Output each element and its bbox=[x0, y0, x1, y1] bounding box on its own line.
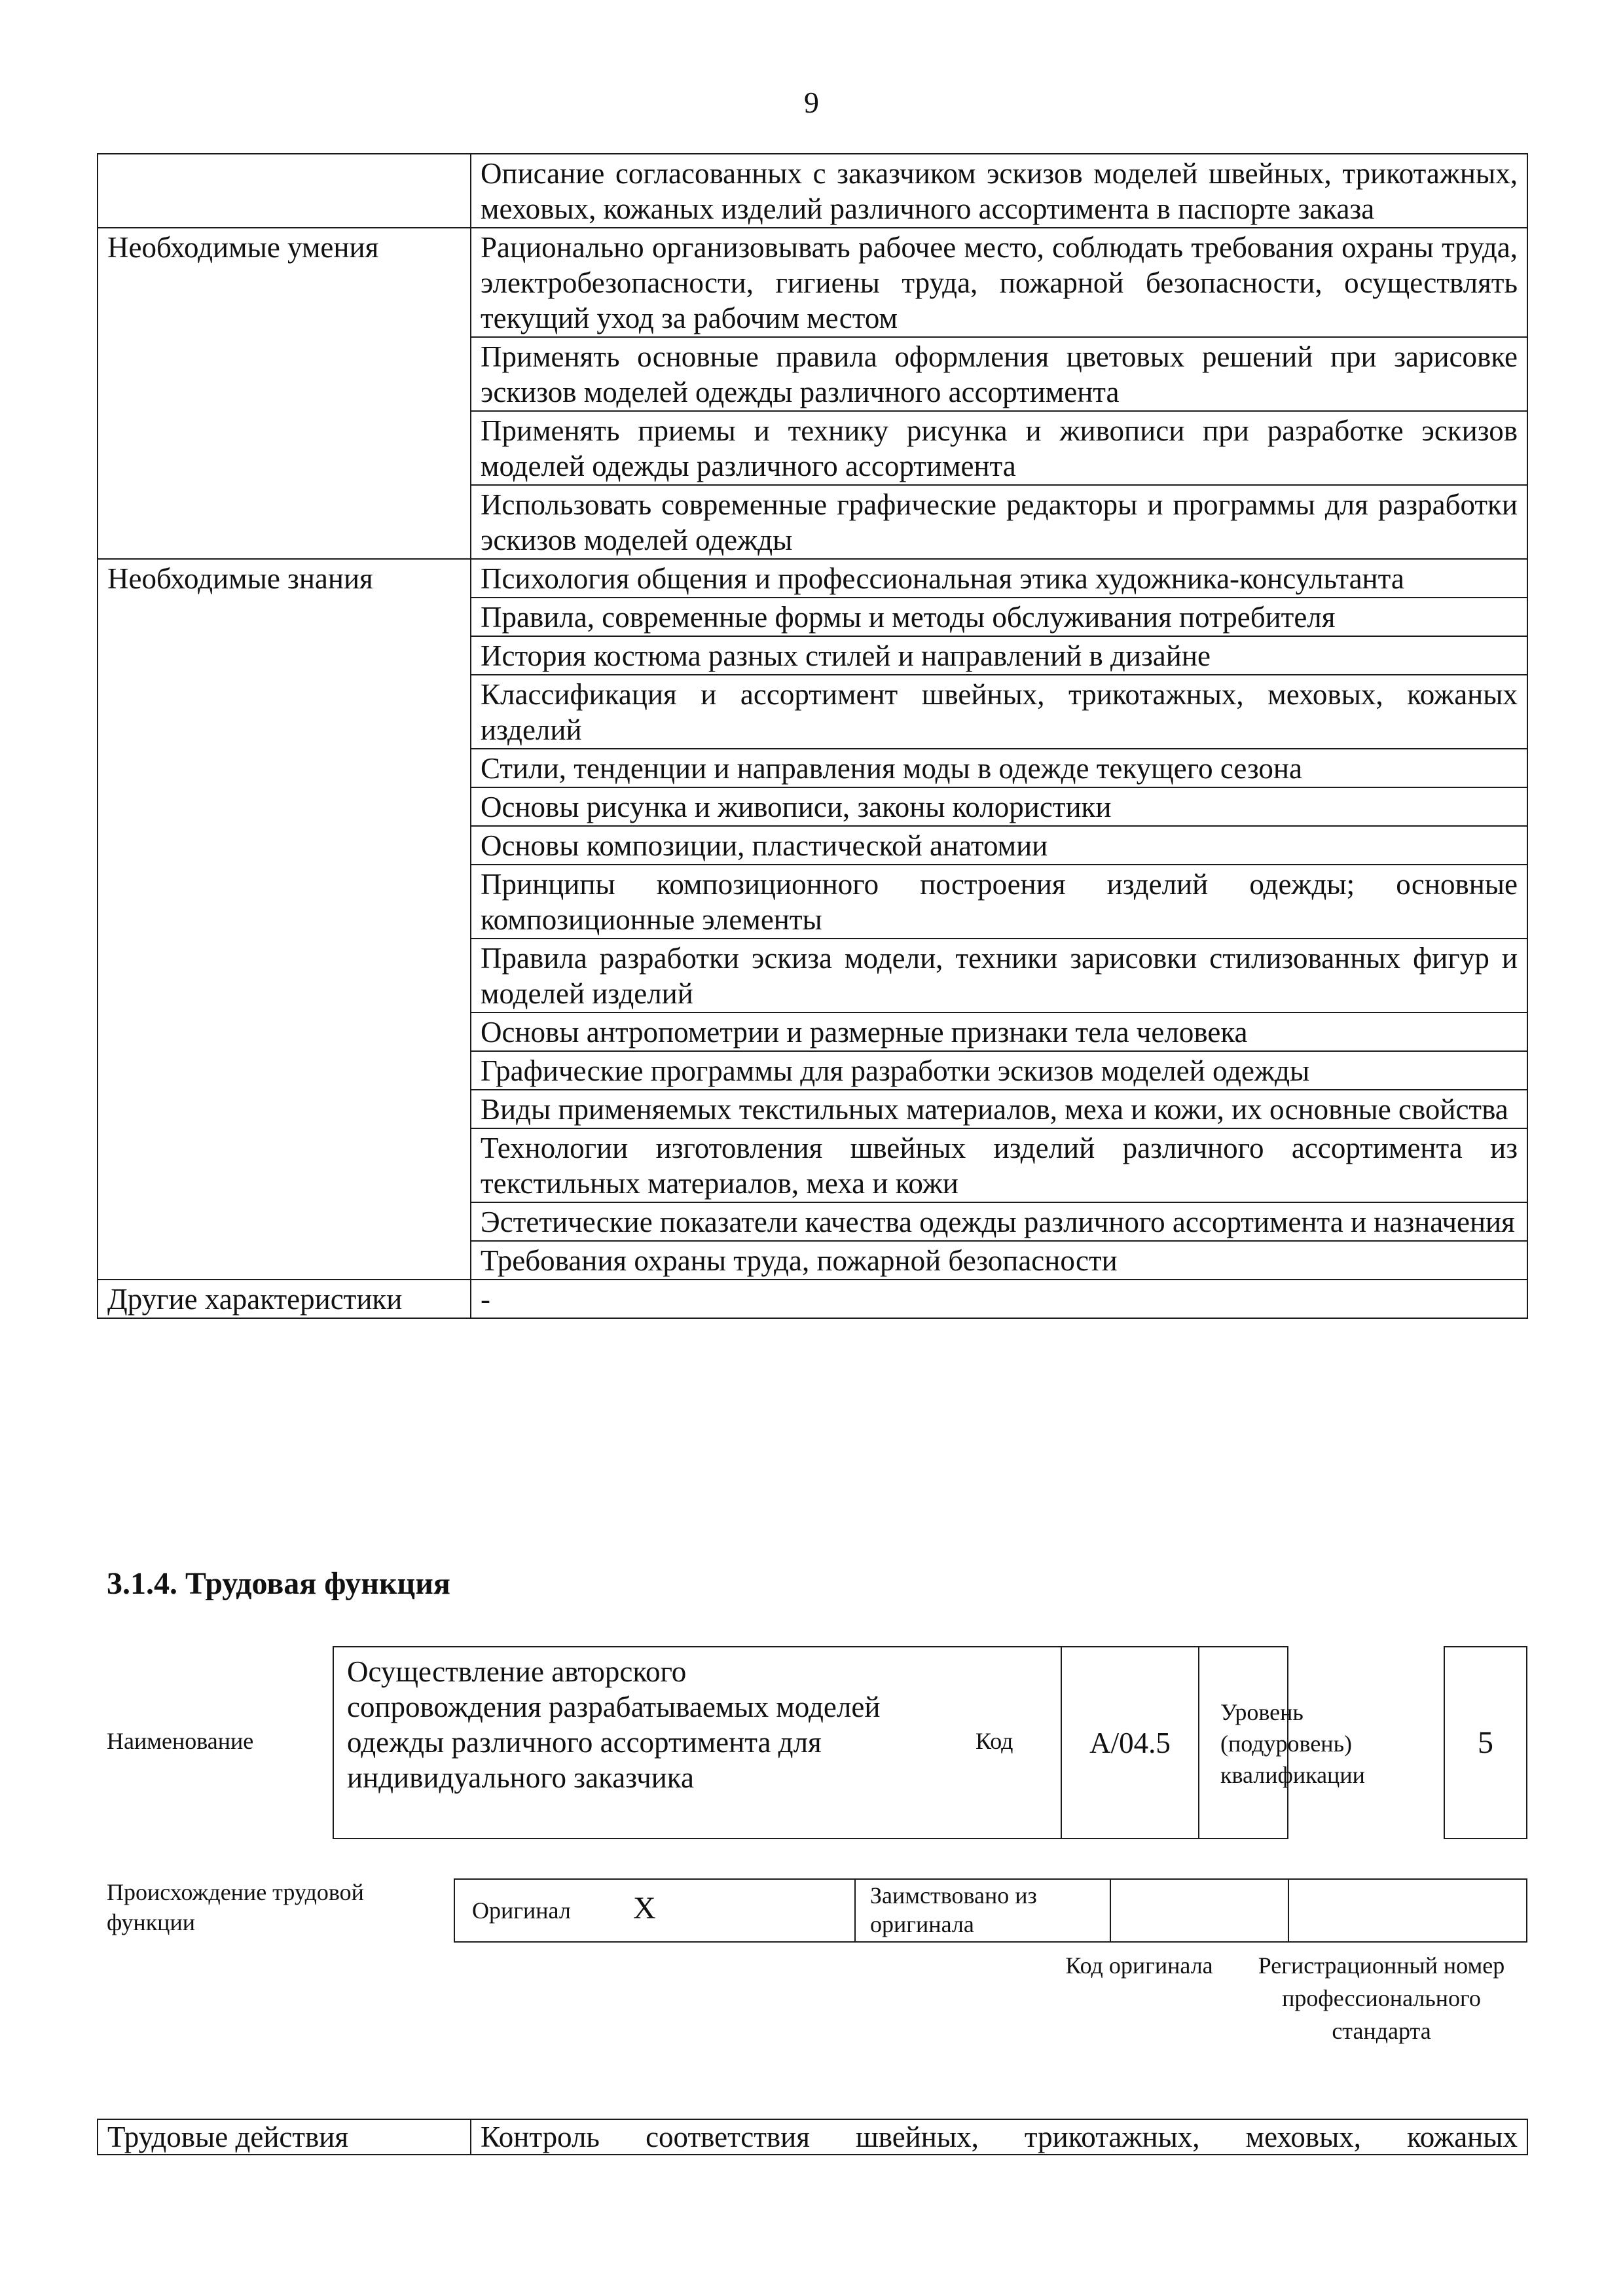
actions-label: Трудовые действия bbox=[98, 2119, 471, 2155]
code-label: Код bbox=[976, 1728, 1013, 1754]
origin-mark: X bbox=[633, 1891, 656, 1926]
page-number: 9 bbox=[804, 86, 819, 119]
skills-label: Необходимые умения bbox=[98, 228, 471, 559]
function-name-value: Осуществление авторского сопровождения разрабатываемых моделей одежды различного ассортимента для индивидуального заказчика bbox=[347, 1655, 881, 1794]
skill-item: Применять приемы и технику рисунка и живописи при разработке эскизов моделей одежды различного ассортимента bbox=[471, 411, 1527, 485]
actions-value: Контроль соответствия швейных, трикотажных, меховых, кожаных bbox=[471, 2119, 1527, 2155]
caption-reg: Регистрационный номер профессионального стандарта bbox=[1258, 1952, 1505, 2044]
table-row bbox=[98, 2119, 1527, 2155]
knowledge-item: Основы композиции, пластической анатомии bbox=[471, 826, 1527, 865]
skill-item: Рационально организовывать рабочее место, соблюдать требования охраны труда, электробезопасности, гигиены труда, пожарной безопасности, осуществлять текущий уход за рабочим местом bbox=[471, 228, 1527, 337]
knowledge-item: Технологии изготовления швейных изделий различного ассортимента из текстильных материалов, меха и кожи bbox=[471, 1128, 1527, 1202]
level-box bbox=[1444, 1646, 1527, 1839]
knowledge-item: Требования охраны труда, пожарной безопасности bbox=[471, 1241, 1527, 1280]
name-label: Наименование bbox=[107, 1728, 254, 1754]
knowledge-item: Основы антропометрии и размерные признаки тела человека bbox=[471, 1013, 1527, 1051]
origin-original-cell bbox=[455, 1880, 704, 1941]
knowledge-item: Правила, современные формы и методы обслуживания потребителя bbox=[471, 598, 1527, 636]
origin-code-cell bbox=[1110, 1880, 1289, 1941]
knowledge-item: Правила разработки эскиза модели, техники зарисовки стилизованных фигур и моделей изделий bbox=[471, 939, 1527, 1013]
table-row bbox=[98, 559, 1527, 598]
level-value: 5 bbox=[1478, 1725, 1493, 1760]
knowledge-item: Графические программы для разработки эскизов моделей одежды bbox=[471, 1051, 1527, 1090]
knowledge-item: Принципы композиционного построения изделий одежды; основные композиционные элементы bbox=[471, 865, 1527, 939]
table-row bbox=[98, 154, 1527, 228]
table-row bbox=[98, 1280, 1527, 1318]
function-code-value: А/04.5 bbox=[1089, 1726, 1171, 1759]
function-code-box bbox=[1061, 1646, 1199, 1839]
skill-item: Использовать современные графические редакторы и программы для разработки эскизов моделей одежды bbox=[471, 485, 1527, 559]
origin-borrowed-label: Заимствовано из оригинала bbox=[870, 1882, 1037, 1937]
origin-reg-cell bbox=[1288, 1880, 1527, 1941]
knowledge-item: Виды применяемых текстильных материалов, меха и кожи, их основные свойства bbox=[471, 1090, 1527, 1128]
skill-item: Применять основные правила оформления цветовых решений при зарисовке эскизов моделей одежды различного ассортимента bbox=[471, 337, 1527, 411]
table-row bbox=[98, 228, 1527, 337]
knowledge-item: Основы рисунка и живописи, законы колористики bbox=[471, 787, 1527, 826]
knowledge-item: Стили, тенденции и направления моды в одежде текущего сезона bbox=[471, 749, 1527, 787]
other-label: Другие характеристики bbox=[98, 1280, 471, 1318]
actions-table bbox=[97, 2119, 1528, 2155]
origin-row bbox=[454, 1878, 1527, 1943]
requirements-table bbox=[97, 153, 1528, 1319]
section-title: 3.1.4. Трудовая функция bbox=[107, 1566, 450, 1601]
knowledge-label: Необходимые знания bbox=[98, 559, 471, 1280]
continuation-cell: Описание согласованных с заказчиком эскизов моделей швейных, трикотажных, меховых, кожаных изделий различного ассортимента в паспорте заказа bbox=[471, 154, 1527, 228]
level-label: Уровень (подуровень) квалификации bbox=[1220, 1699, 1365, 1788]
knowledge-item: История костюма разных стилей и направлений в дизайне bbox=[471, 636, 1527, 675]
empty-label-cell bbox=[98, 154, 471, 228]
knowledge-item: Классификация и ассортимент швейных, трикотажных, меховых, кожаных изделий bbox=[471, 675, 1527, 749]
knowledge-item: Эстетические показатели качества одежды различного ассортимента и назначения bbox=[471, 1202, 1527, 1241]
caption-code: Код оригинала bbox=[1065, 1952, 1213, 1979]
knowledge-item: Психология общения и профессиональная этика художника-консультанта bbox=[471, 559, 1527, 598]
origin-original-label: Оригинал bbox=[472, 1897, 571, 1924]
other-value: - bbox=[471, 1280, 1527, 1318]
origin-label: Происхождение трудовой функции bbox=[107, 1879, 364, 1935]
